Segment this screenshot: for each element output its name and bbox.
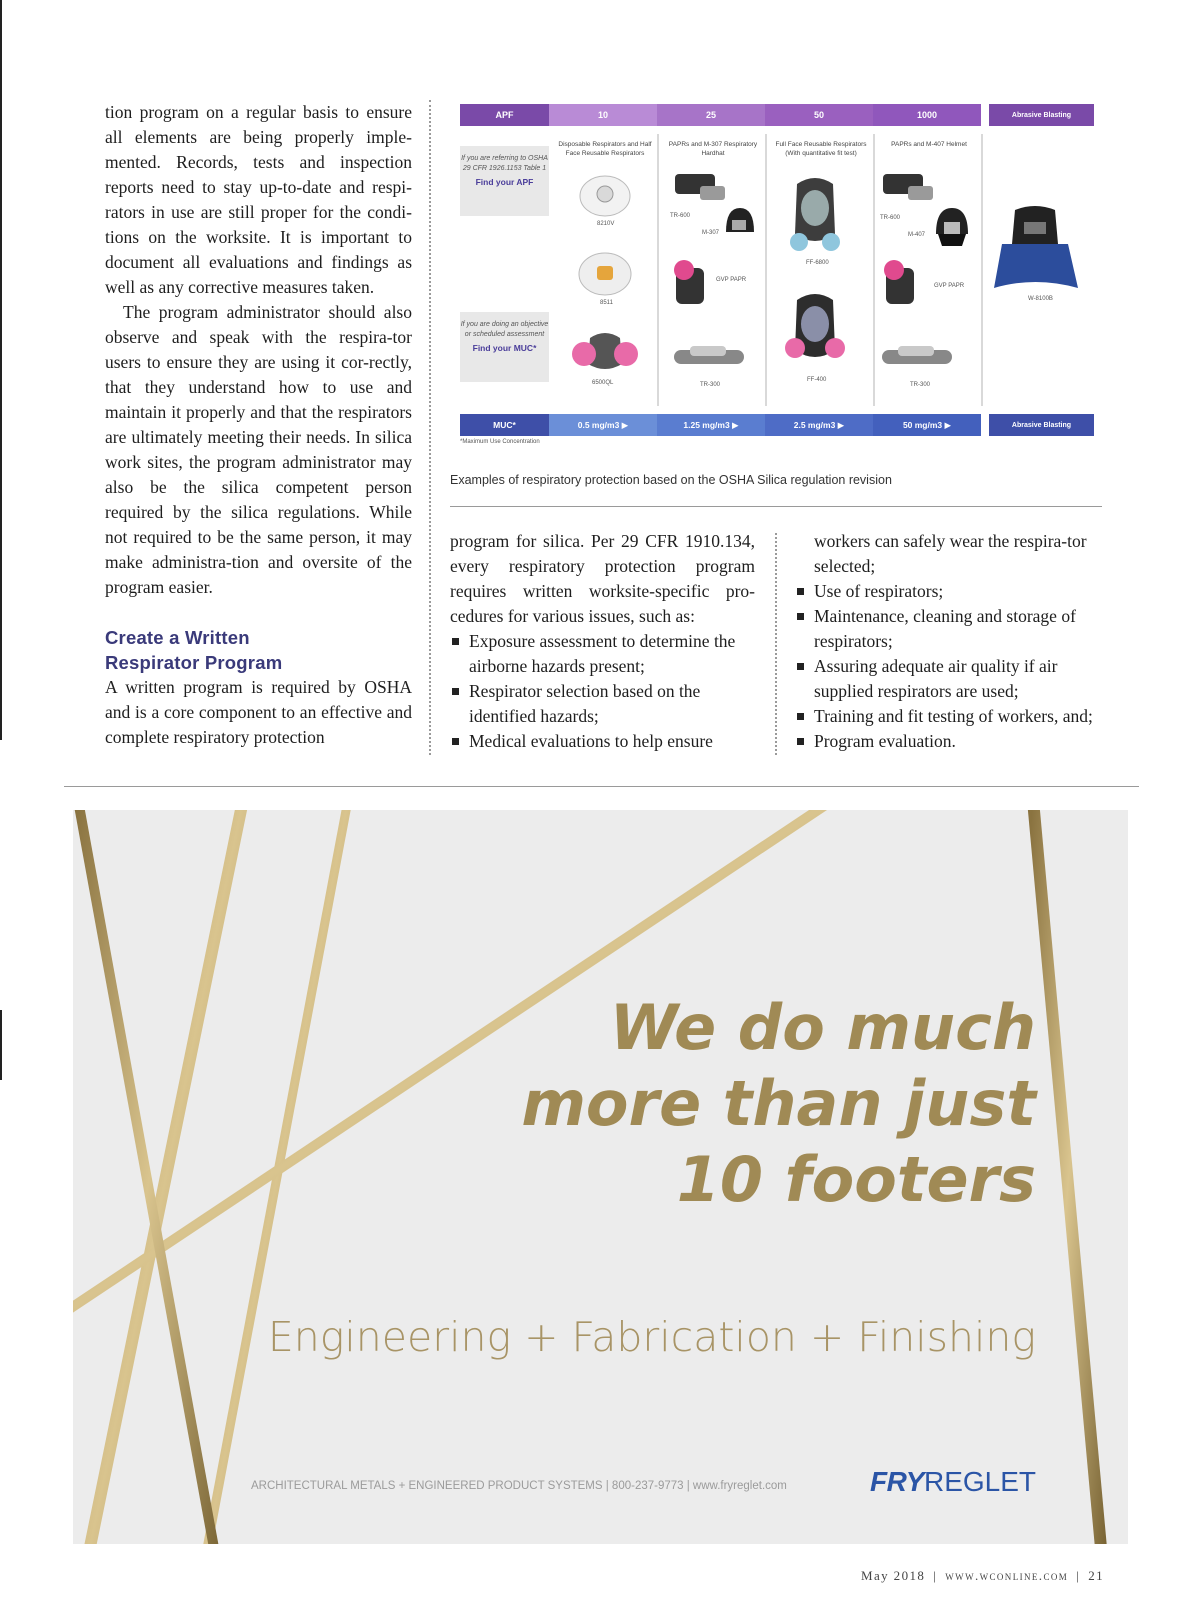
list-item: Training and fit testing of workers, and;: [795, 704, 1105, 729]
hardhat-icon: [722, 204, 758, 238]
list-item: Use of respirators;: [795, 579, 1105, 604]
product-label: M-307: [702, 230, 720, 236]
fry-reglet-advertisement[interactable]: [73, 810, 1128, 1544]
papr-kit-icon: [670, 164, 730, 206]
header-cell: 50: [765, 104, 873, 126]
gvp-papr-icon: [876, 254, 926, 310]
muc-cell: 1.25 mg/m3 ▶: [657, 414, 765, 436]
gvp-papr-icon: [666, 254, 716, 310]
full-face-respirator-icon: [785, 174, 845, 254]
muc-cell: Abrasive Blasting: [989, 414, 1094, 436]
list-item: Medical evaluations to help ensure: [450, 729, 755, 754]
edge-mark-bottom: [0, 1010, 2, 1080]
ad-separator-rule: [64, 786, 1139, 787]
paragraph: program for silica. Per 29 CFR 1910.134, every respiratory protection program requires written worksite-specific pro-cedures for various issues, such as:: [450, 531, 755, 626]
logo-reglet: REGLET: [923, 1466, 1036, 1497]
column-divider: [775, 533, 777, 755]
list-item: Assuring adequate air quality if air supplied respirators are used;: [795, 654, 1105, 704]
paragraph: The program administrator should also observe and speak with the respira-tor users to ensure they are using it cor-rectly, that they understand how to use and maintain it properly and that the respirators are ultimately meeting their needs. In silica work sites, the program administrator may also be the silica competent person required by the silica regulations. While not required to be the same person, it may make administra-tion and oversite of the program easier.: [105, 302, 412, 597]
disposable-respirator-icon: [575, 170, 635, 218]
figure-column-separator: [765, 134, 767, 406]
headline-line: more than just: [521, 1067, 1036, 1140]
list-item: Maintenance, cleaning and storage of respirators;: [795, 604, 1105, 654]
product-label: TR-600: [880, 215, 901, 221]
figure-column-separator: [981, 134, 983, 406]
paragraph: A written program is required by OSHA and is a core component to an effective and complete respiratory protection: [105, 677, 412, 747]
product-label: TR-600: [670, 213, 691, 219]
product-label: M-407: [908, 232, 926, 238]
respirator-figure: [460, 104, 1094, 444]
header-cell: 10: [549, 104, 657, 126]
list-item: Exposure assessment to determine the airborne hazards present;: [450, 629, 755, 679]
product-label: 8210V: [597, 221, 615, 227]
product-label: FF-400: [807, 377, 827, 383]
header-cell: 25: [657, 104, 765, 126]
header-cell: APF: [460, 104, 549, 126]
find-muc-label: Find your MUC*: [472, 343, 537, 353]
product-label: GVP PAPR: [716, 277, 747, 283]
tr300-icon: [878, 340, 958, 370]
page-folio: May 2018 | www.wconline.com | 21: [860, 1568, 1104, 1583]
ad-headline: [521, 990, 1036, 1218]
headline-line: We do much: [609, 991, 1036, 1064]
blasting-hood-icon: [990, 204, 1080, 294]
apf-guide-text: If you are referring to OSHA 29 CFR 1926.1153 Table 1: [461, 155, 548, 172]
article-column-2: [450, 529, 755, 754]
subhead-line: Create a Written: [105, 627, 250, 648]
page-number: 21: [1088, 1568, 1104, 1583]
website[interactable]: www.wconline.com: [945, 1568, 1069, 1583]
column-label: Full Face Reusable Respirators (With quantitative fit test): [775, 141, 867, 157]
muc-cell: 50 mg/m3 ▶: [873, 414, 981, 436]
column-label: PAPRs and M-307 Respiratory Hardhat: [668, 141, 758, 157]
muc-cell: MUC*: [460, 414, 549, 436]
product-label: GVP PAPR: [934, 283, 965, 289]
product-label: 8511: [600, 300, 613, 306]
product-label: W-8100B: [1028, 296, 1053, 302]
tr300-icon: [670, 340, 750, 370]
paragraph: workers can safely wear the respira-tor selected;: [814, 531, 1087, 576]
product-label: 6500QL: [592, 380, 614, 386]
muc-row: [460, 414, 1094, 436]
subhead: [105, 625, 412, 675]
apf-header-row: [460, 104, 1094, 126]
papr-kit-icon: [878, 164, 938, 206]
subhead-line: Respirator Program: [105, 652, 283, 673]
find-apf-label: Find your APF: [475, 177, 534, 187]
list-item: Program evaluation.: [795, 729, 1105, 754]
edge-mark-top: [0, 0, 2, 740]
helmet-icon: [932, 204, 972, 248]
muc-cell: 2.5 mg/m3 ▶: [765, 414, 873, 436]
column-label: Disposable Respirators and Half Face Reusable Respirators: [558, 141, 652, 157]
article-column-1: [105, 100, 412, 750]
product-label: TR-300: [910, 382, 931, 388]
headline-line: 10 footers: [676, 1143, 1036, 1216]
full-face-respirator-pink-icon: [785, 290, 845, 370]
half-face-respirator-icon: [570, 326, 640, 376]
apf-guide-box: [460, 146, 549, 216]
paragraph: tion program on a regular basis to ensure all elements are being properly imple-mented. Records, tests and inspection reports need to stay up-to-date and respi-rators in use are still proper for the condi-tions on the worksite. It is important to document all evaluations and findings as well as any corrective measures taken.: [105, 102, 412, 297]
muc-cell: 0.5 mg/m3 ▶: [549, 414, 657, 436]
column-divider: [429, 100, 431, 755]
product-label: TR-300: [700, 382, 721, 388]
list-item: Respirator selection based on the identified hazards;: [450, 679, 755, 729]
ad-tagline: Engineering + Fabrication + Finishing: [267, 1313, 1036, 1361]
muc-guide-box: [460, 312, 549, 382]
muc-guide-text: If you are doing an objective or scheduled assessment: [460, 321, 549, 338]
header-cell: 1000: [873, 104, 981, 126]
header-cell: Abrasive Blasting: [989, 104, 1094, 126]
muc-footnote: *Maximum Use Concentration: [460, 439, 540, 445]
caption-rule: [450, 506, 1102, 507]
figure-column-separator: [873, 134, 875, 406]
bullet-list: [795, 579, 1105, 754]
logo-fry: FRY: [869, 1466, 924, 1497]
column-label: PAPRs and M-407 Helmet: [891, 141, 967, 148]
bullet-list: [450, 629, 755, 754]
figure-column-separator: [657, 134, 659, 406]
article-column-3: [795, 529, 1105, 754]
fry-reglet-logo[interactable]: [870, 1466, 1036, 1498]
product-label: FF-6800: [806, 260, 829, 266]
disposable-respirator-valve-icon: [575, 248, 635, 298]
issue-date: May 2018: [860, 1568, 926, 1583]
figure-caption: Examples of respiratory protection based on the OSHA Silica regulation revision: [450, 473, 892, 487]
ad-contact-line[interactable]: ARCHITECTURAL METALS + ENGINEERED PRODUCT SYSTEMS | 800-237-9773 | www.fryreglet.com: [251, 1480, 787, 1492]
